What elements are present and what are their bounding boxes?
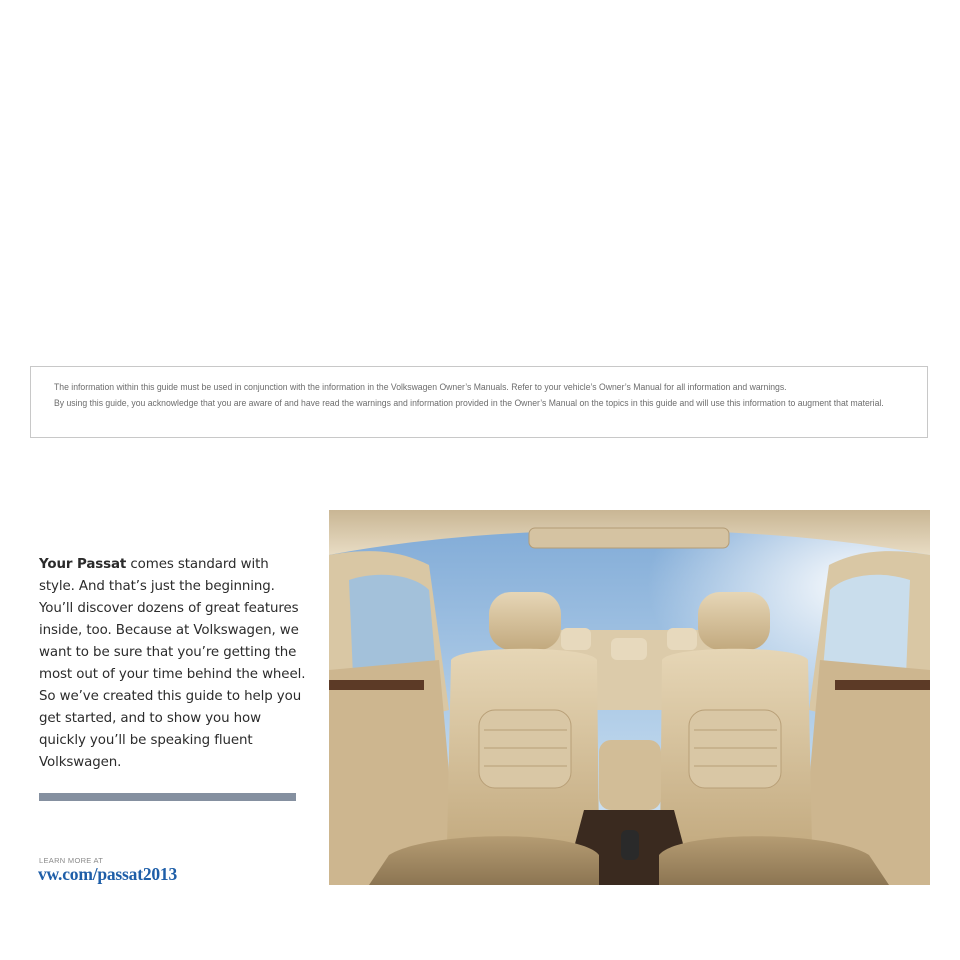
intro-lead: Your Passat — [39, 557, 127, 572]
learn-more-link[interactable]: vw.com/passat2013 — [38, 864, 178, 884]
learn-more-label: LEARN MORE AT — [39, 856, 104, 865]
intro-body: comes standard with style. And that’s just the beginning. You’ll discover dozens of great features inside, too. Because at Volkswagen, we want to be sure that you’re getting the most out of your time behind the wheel. So we’ve created this guide to help you get started, and to show you how quickly you’ll be speaking fluent Volkswagen. — [39, 557, 306, 770]
interior-photo — [329, 510, 930, 885]
interior-photo-illustration — [329, 510, 930, 885]
intro-paragraph — [39, 554, 307, 774]
disclaimer-line-2: By using this guide, you acknowledge that you are aware of and have read the warnings and information provided in the Owner’s Manual on the topics in this guide and will use this information to augment that material. — [54, 398, 884, 408]
disclaimer-box — [30, 366, 928, 438]
divider-bar — [39, 793, 296, 801]
disclaimer-line-1: The information within this guide must be used in conjunction with the information in the Volkswagen Owner’s Manuals. Refer to your vehicle’s Owner’s Manual for all information and warnings. — [54, 382, 787, 392]
